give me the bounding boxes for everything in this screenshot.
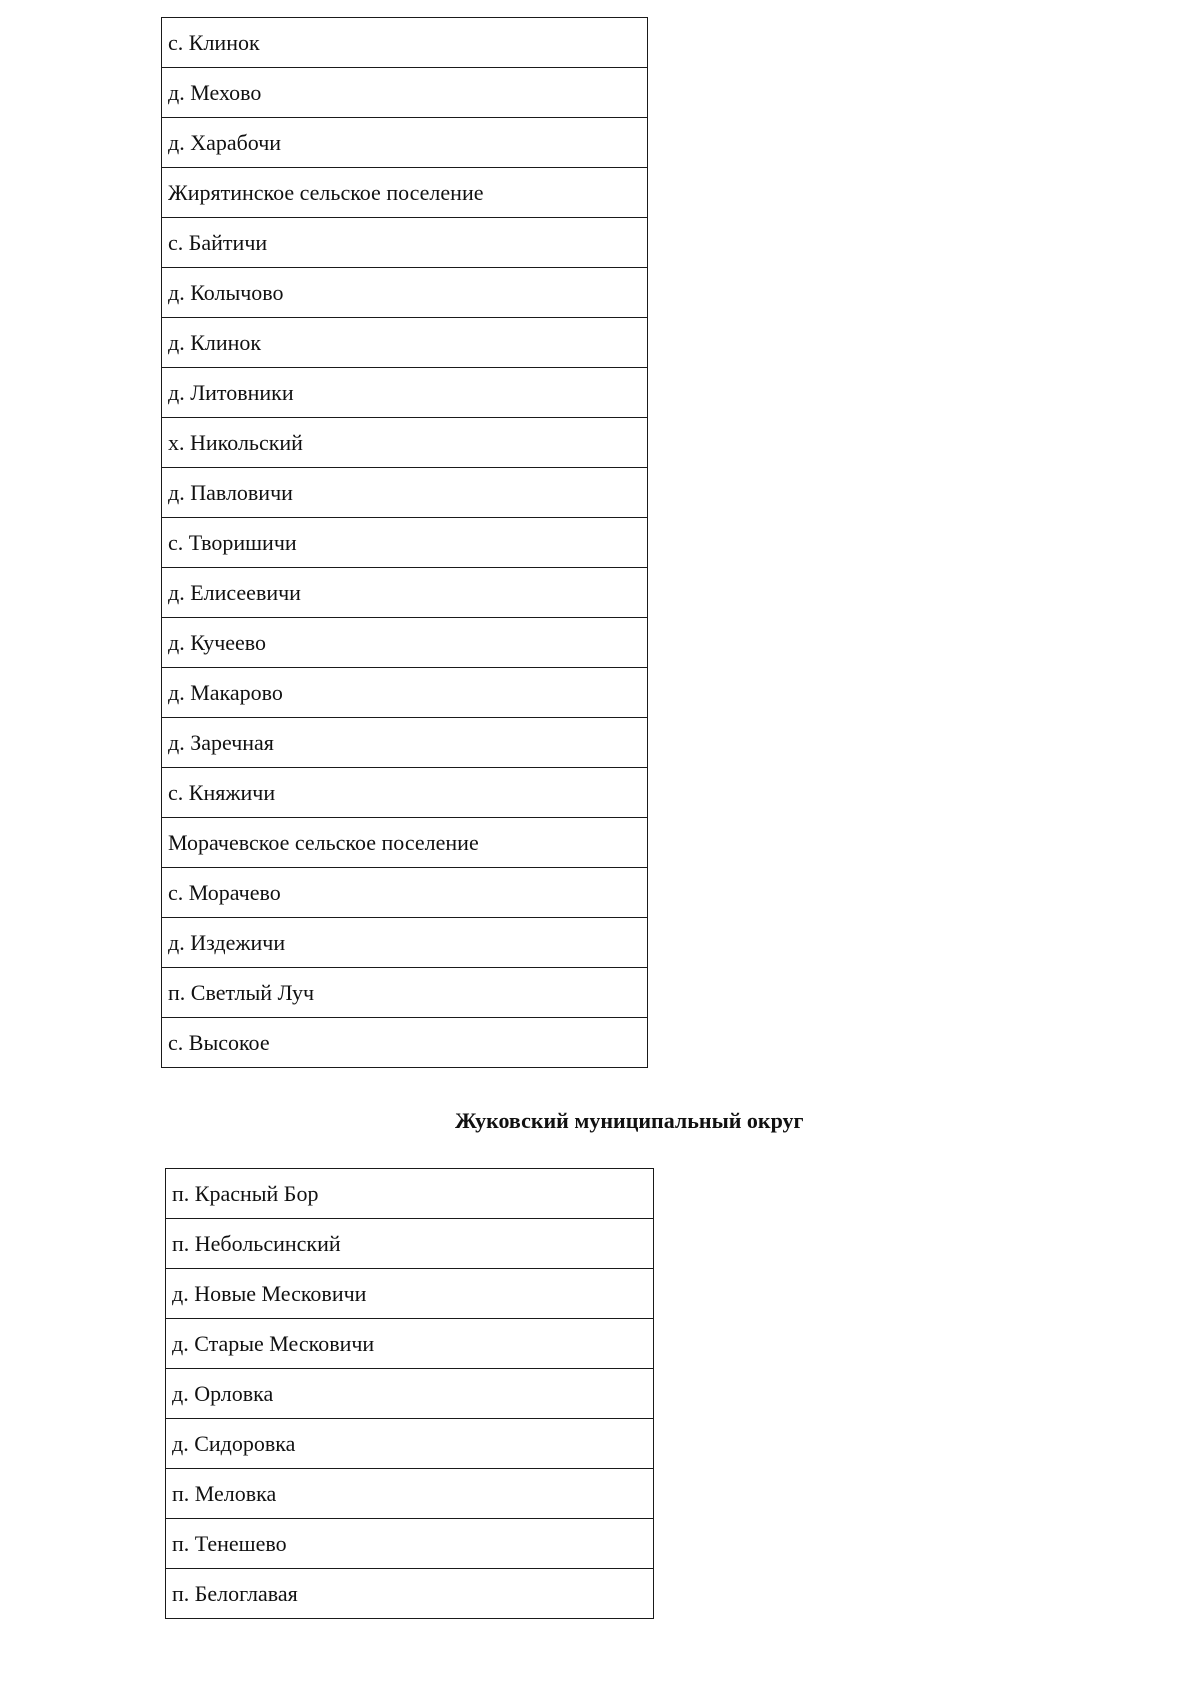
table-row	[162, 668, 648, 718]
table-row	[166, 1519, 654, 1569]
table-cell-settlement: д. Клинок	[162, 318, 648, 368]
table-cell-settlement: п. Красный Бор	[166, 1169, 654, 1219]
table-cell-settlement: п. Тенешево	[166, 1519, 654, 1569]
table-row	[166, 1319, 654, 1369]
table-cell-settlement: п. Небольсинский	[166, 1219, 654, 1269]
table-cell-settlement: д. Харабочи	[162, 118, 648, 168]
table-cell-settlement: х. Никольский	[162, 418, 648, 468]
settlements-table-2-body	[166, 1169, 654, 1619]
table-row	[162, 68, 648, 118]
table-row	[162, 368, 648, 418]
table-cell-settlement: п. Светлый Луч	[162, 968, 648, 1018]
table-row	[166, 1569, 654, 1619]
settlements-table-1	[161, 17, 648, 1068]
table-cell-settlement: с. Княжичи	[162, 768, 648, 818]
table-cell-settlement: д. Новые Месковичи	[166, 1269, 654, 1319]
table-row	[162, 568, 648, 618]
table-row	[162, 868, 648, 918]
table-cell-settlement: д. Колычово	[162, 268, 648, 318]
table-cell-settlement: с. Клинок	[162, 18, 648, 68]
table-row	[162, 318, 648, 368]
table-row	[162, 718, 648, 768]
table-cell-settlement: д. Сидоровка	[166, 1419, 654, 1469]
table-row	[162, 618, 648, 668]
table-row	[162, 218, 648, 268]
table-cell-settlement: д. Издежичи	[162, 918, 648, 968]
table-row	[166, 1469, 654, 1519]
section-heading-zhukovsky: Жуковский муниципальный округ	[455, 1108, 804, 1133]
table-cell-settlement: с. Высокое	[162, 1018, 648, 1068]
table-cell-settlement: д. Старые Месковичи	[166, 1319, 654, 1369]
table-row	[162, 768, 648, 818]
table-row	[162, 918, 648, 968]
table-row	[162, 168, 648, 218]
table-row	[162, 418, 648, 468]
table-cell-settlement: д. Орловка	[166, 1369, 654, 1419]
table-row	[162, 118, 648, 168]
table-cell-settlement: п. Меловка	[166, 1469, 654, 1519]
table-row	[162, 268, 648, 318]
table-cell-settlement: с. Морачево	[162, 868, 648, 918]
settlements-table-2	[165, 1168, 654, 1619]
table-cell-settlement: с. Творишичи	[162, 518, 648, 568]
table-row	[162, 818, 648, 868]
table-cell-settlement: д. Елисеевичи	[162, 568, 648, 618]
table-row	[166, 1369, 654, 1419]
table-cell-settlement: д. Заречная	[162, 718, 648, 768]
table-row	[166, 1169, 654, 1219]
table-row	[162, 968, 648, 1018]
table-row	[162, 18, 648, 68]
table-row	[166, 1269, 654, 1319]
settlements-table-1-body	[162, 18, 648, 1068]
table-cell-settlement: Морачевское сельское поселение	[162, 818, 648, 868]
table-cell-settlement: Жирятинское сельское поселение	[162, 168, 648, 218]
table-row	[166, 1419, 654, 1469]
table-cell-settlement: с. Байтичи	[162, 218, 648, 268]
table-cell-settlement: п. Белоглавая	[166, 1569, 654, 1619]
table-cell-settlement: д. Павловичи	[162, 468, 648, 518]
table-row	[162, 468, 648, 518]
table-row	[166, 1219, 654, 1269]
table-cell-settlement: д. Макарово	[162, 668, 648, 718]
table-row	[162, 1018, 648, 1068]
table-cell-settlement: д. Кучеево	[162, 618, 648, 668]
table-row	[162, 518, 648, 568]
table-cell-settlement: д. Литовники	[162, 368, 648, 418]
table-cell-settlement: д. Мехово	[162, 68, 648, 118]
